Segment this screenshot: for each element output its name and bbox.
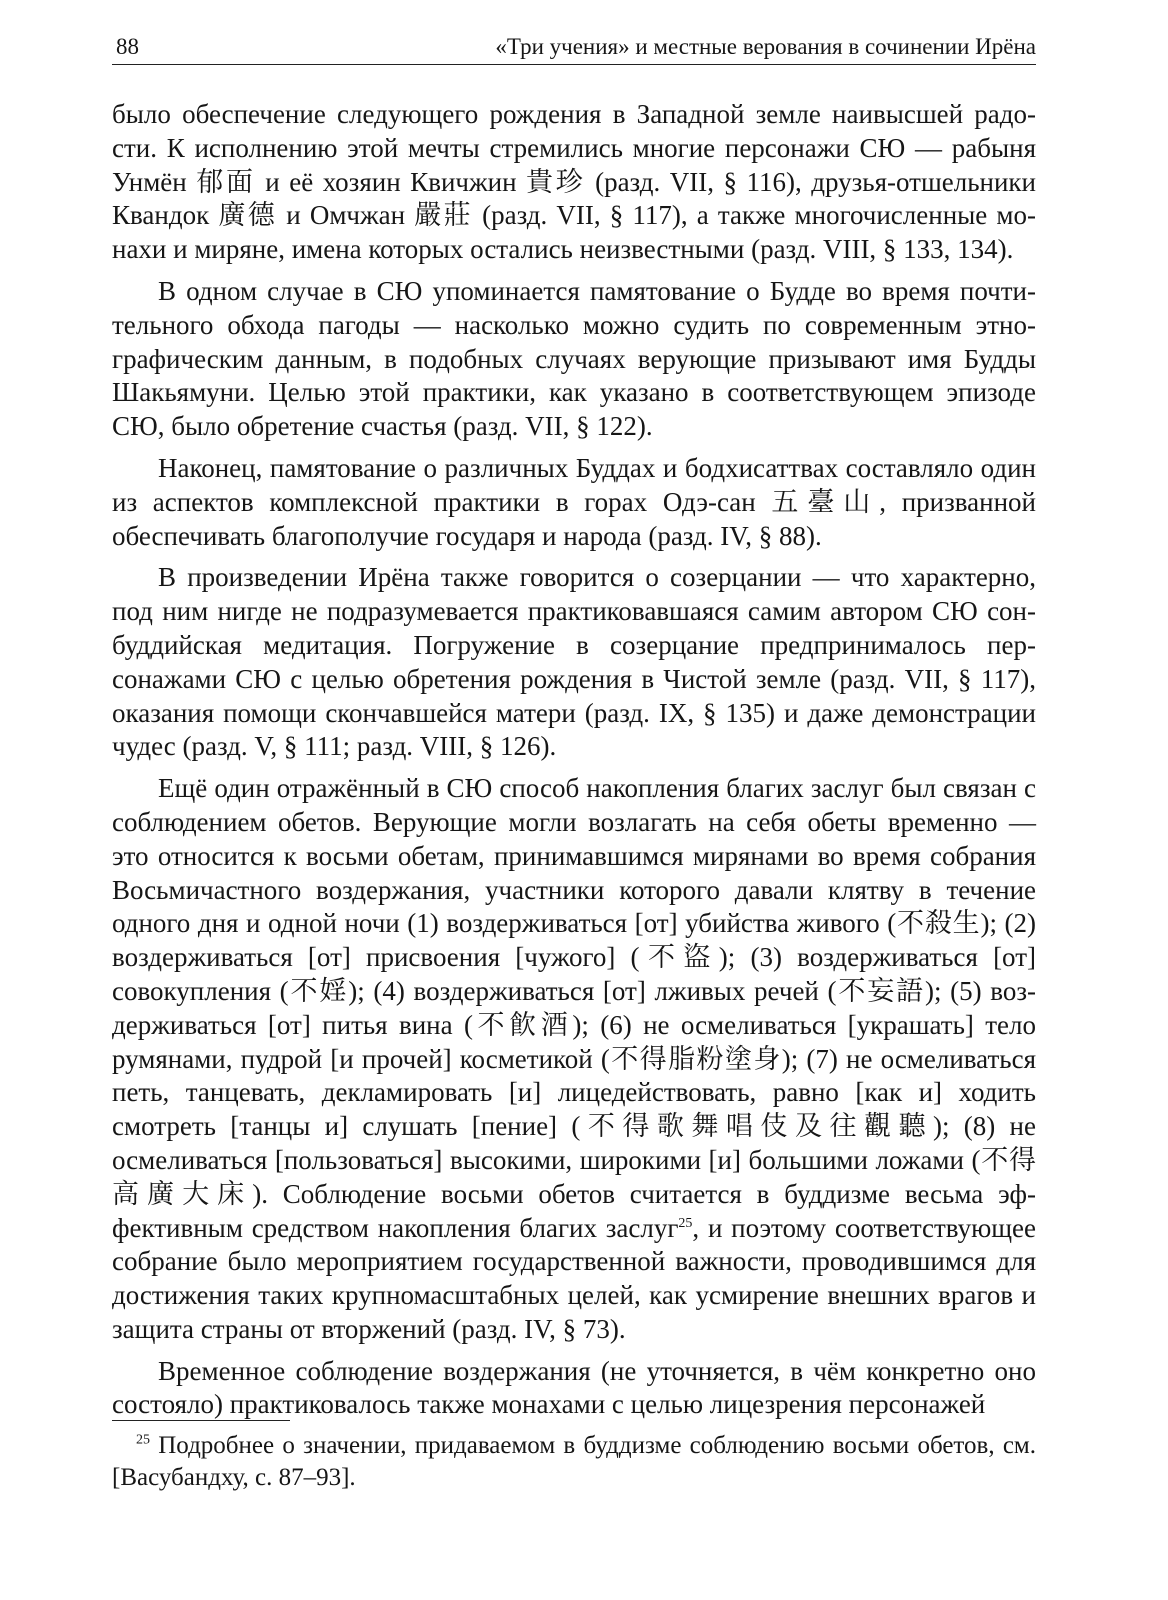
- paragraph-vows-text-end: , и поэтому соответствующее собрание было мероприятием государственной важности, проводившимся для достижения таких крупномасштабных целей, как усмирение внешних врагов и защита страны от вторжений (разд. IV, § 73).: [112, 1212, 1037, 1344]
- paragraph-pagoda: В одном случае в СЮ упоминается памятование о Будде во время почтительного обхода пагоды — насколько можно судить по современным этнографическим данным, в подобных случаях верующие призывают имя Будды Шакьямуни. Целью этой практики, как указано в соответствующем эпизоде СЮ, было обретение счастья (разд. VII, § 122).: [112, 275, 1036, 442]
- paragraph-abstinence: Временное соблюдение воздержания (не уточняется, в чём конкретно оно состояло) практиковалось также монахами с целью лицезрения персонажей: [112, 1355, 1036, 1420]
- paragraph-vows: [112, 772, 1036, 1347]
- paragraph-vows-text: Ещё один отражённый в СЮ способ накопления благих заслуг был связан с соблюдением обетов. Верующие могли возлагать на себя обеты временно — это относится к восьми обетам, принимавшимся мирянами во время собрания Восьмичастного воздержания, участники которого давали клятву в течение одного дня и одной ночи (1) воздерживаться [от] убийства живого (不殺生); (2) воздерживаться [от] присвоения [чужого] (不盜); (3) воздерживаться [от] совокупления (不婬); (4) воздерживаться [от] лживых речей (不妄語); (5) воздерживаться [от] питья вина (不飮酒); (6) не осмеливаться [украшать] тело румянами, пудрой [и прочей] косметикой (不得脂粉塗身); (7) не осмеливаться петь, танцевать, декламировать [и] лицедействовать, равно [как и] ходить смотреть [танцы и] слушать [пение] (不得歌舞唱伎及往觀聽); (8) не осмеливаться [пользоваться] высокими, широкими [и] большими ложами (不得高廣大床). Соблюдение восьми обетов считается в буддизме весьма эффективным средством накопления благих заслуг: [112, 773, 1036, 1243]
- footnote-reference[interactable]: 25: [678, 1215, 693, 1231]
- running-header: [112, 30, 1036, 65]
- running-title: «Три учения» и местные верования в сочинении Ирёна: [495, 34, 1036, 59]
- paragraph-continued: было обеспечение следующего рождения в Западной земле наивысшей радости. К исполнению этой мечты стремились многие персонажи СЮ — рабыня Унмён 郁面 и её хозяин Квичжин 貴珍 (разд. VII, § 116), друзья-отшельники Квандок 廣德 и Омчжан 嚴莊 (разд. VII, § 117), а также многочисленные монахи и миряне, имена которых остались неизвестными (разд. VIII, § 133, 134).: [112, 99, 1036, 265]
- footnote: [112, 1430, 1036, 1494]
- footnote-number: 25: [136, 1432, 150, 1448]
- paragraph-contemplation: В произведении Ирёна также говорится о созерцании — что характерно, под ним нигде не подразумевается практиковавшаяся самим автором СЮ сон-буддийская медитация. Погружение в созерцание предпринималось персонажами СЮ с целью обретения рождения в Чистой земле (разд. VII, § 117), оказания помощи скончавшейся матери (разд. IX, § 135) и даже демонстрации чудес (разд. V, § 111; разд. VIII, § 126).: [112, 562, 1036, 762]
- footnote-text: Подробнее о значении, придаваемом в буддизме соблюдению восьми обетов, см. [Васубандху, с. 87–93].: [112, 1432, 1036, 1491]
- footnote-divider: [112, 1420, 290, 1421]
- paragraph-odae-san: Наконец, памятование о различных Буддах и бодхисаттвах составляло один из аспектов комплексной практики в горах Одэ-сан 五臺山, призванной обеспечивать благополучие государя и народа (разд. IV, § 88).: [112, 452, 1036, 551]
- page-number: 88: [116, 34, 139, 59]
- main-text: [112, 98, 1036, 1430]
